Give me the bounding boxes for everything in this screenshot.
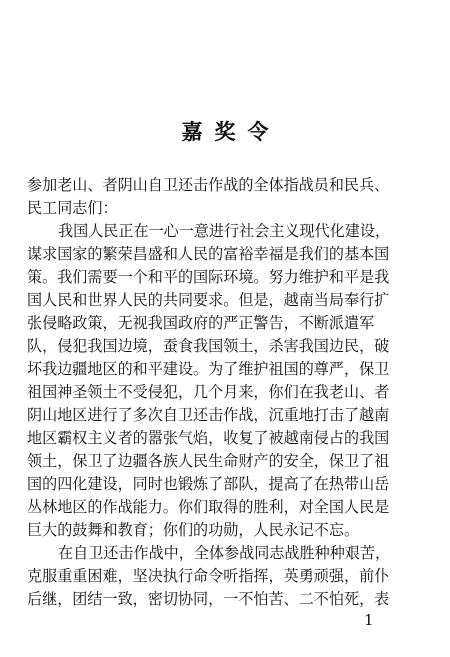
text-line: 阴山地区进行了多次自卫还击作战，沉重地打击了越南: [27, 406, 390, 424]
text-line: 后继，团结一致，密切协同，一不怕苦、二不怕死，表: [27, 590, 390, 608]
text-line: 策。我们需要一个和平的国际环境。努力维护和平是我: [27, 268, 390, 286]
text-line: 国的四化建设，同时也锻炼了部队，提高了在热带山岳: [27, 475, 390, 493]
text-line: 坏我边疆地区的和平建设。为了维护祖国的尊严，保卫: [27, 360, 390, 378]
text-line: 张侵略政策，无视我国政府的严正警告，不断派遣军: [27, 314, 375, 332]
text-line: 祖国神圣领土不受侵犯，几个月来，你们在我老山、者: [27, 383, 390, 401]
text-line: 地区霸权主义者的嚣张气焰，收复了被越南侵占的我国: [27, 429, 390, 447]
text-line: 民工同志们：: [27, 199, 118, 217]
text-line: 国人民和世界人民的共同要求。但是，越南当局奉行扩: [27, 291, 390, 309]
text-line: 丛林地区的作战能力。你们取得的胜利，对全国人民是: [27, 498, 390, 516]
text-line: 领土，保卫了边疆各族人民生命财产的安全，保卫了祖: [27, 452, 390, 470]
page-number: 1: [364, 611, 374, 629]
text-line: 克服重重困难，坚决执行命令听指挥，英勇顽强，前仆: [27, 567, 390, 585]
paragraph-start-line: 我国人民正在一心一意进行社会主义现代化建设，: [58, 222, 391, 240]
text-line: 参加老山、者阴山自卫还击作战的全体指战员和民兵、: [27, 176, 390, 194]
document-title: 嘉奖令: [181, 119, 281, 144]
text-line: 队，侵犯我国边境，蚕食我国领土，杀害我国边民，破: [27, 337, 390, 355]
paragraph-start-line: 在自卫还击作战中，全体参战同志战胜种种艰苦，: [58, 544, 391, 562]
text-line: 谋求国家的繁荣昌盛和人民的富裕幸福是我们的基本国: [27, 245, 390, 263]
text-line: 巨大的鼓舞和教育；你们的功勋，人民永记不忘。: [27, 521, 360, 539]
document-body: [27, 174, 427, 611]
